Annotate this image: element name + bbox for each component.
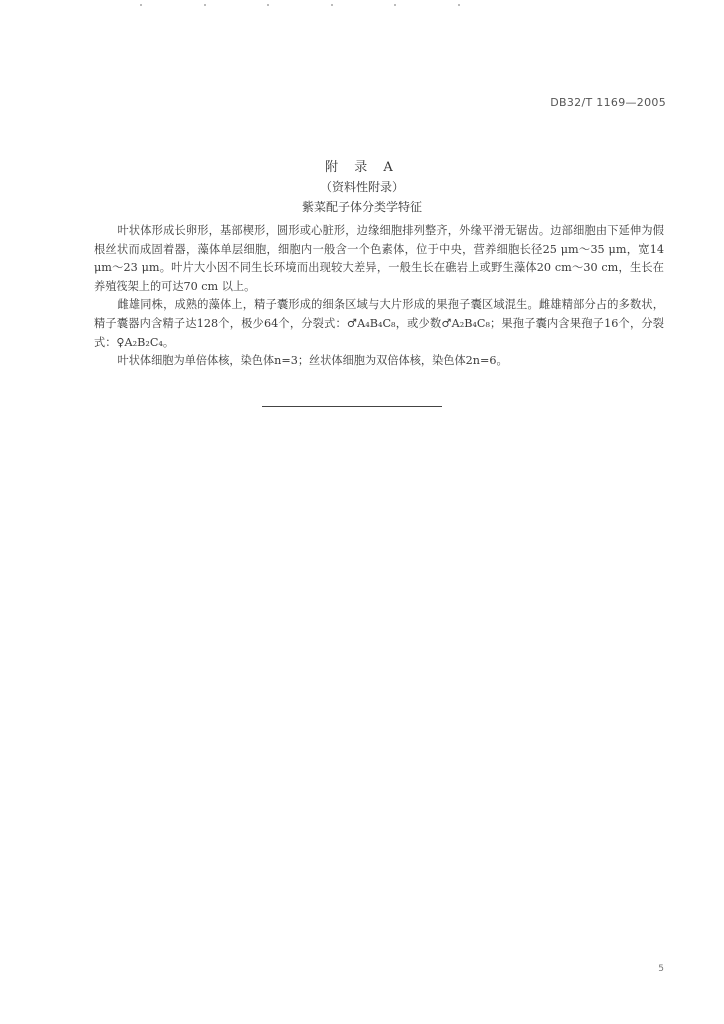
paragraph-reproduction: 雌雄同株，成熟的藻体上，精子囊形成的细条区域与大片形成的果孢子囊区域混生。雌雄精部分占的多数状，精子囊器内含精子达128个，极少64个，分裂式：♂A₄B₄C₈，或少数♂A₂B₄C₈；果孢子囊内含果孢子16个，分裂式：♀A₂B₂C₄。 (94, 298, 664, 349)
paragraph-morphology: 叶状体形成长卵形，基部楔形，圆形或心脏形，边缘细胞排列整齐，外缘平滑无锯齿。边部细胞由下延伸为假根丝状而成固着器，藻体单层细胞，细胞内一般含一个色素体，位于中央，营养细胞长径25 μm～35 μm，宽14 μm～23 μm。叶片大小因不同生长环境而出现较大差异，一般生长在礁岩上或野生藻体20 cm～30 cm，生长在养殖筏架上的可达70 cm 以上。 (94, 224, 664, 293)
end-rule (262, 406, 442, 407)
annex-body (94, 222, 664, 371)
annex-type: （资料性附录） (319, 180, 404, 194)
standard-code: DB32/T 1169—2005 (550, 96, 666, 109)
scan-artifacts (140, 4, 460, 7)
annex-heading (0, 156, 724, 215)
page-number: 5 (658, 964, 664, 974)
annex-title: 附 录 A (325, 160, 399, 175)
paragraph-chromosomes: 叶状体细胞为单倍体核，染色体n=3；丝状体细胞为双倍体核，染色体2n=6。 (117, 354, 508, 368)
annex-subject: 紫菜配子体分类学特征 (301, 200, 422, 214)
